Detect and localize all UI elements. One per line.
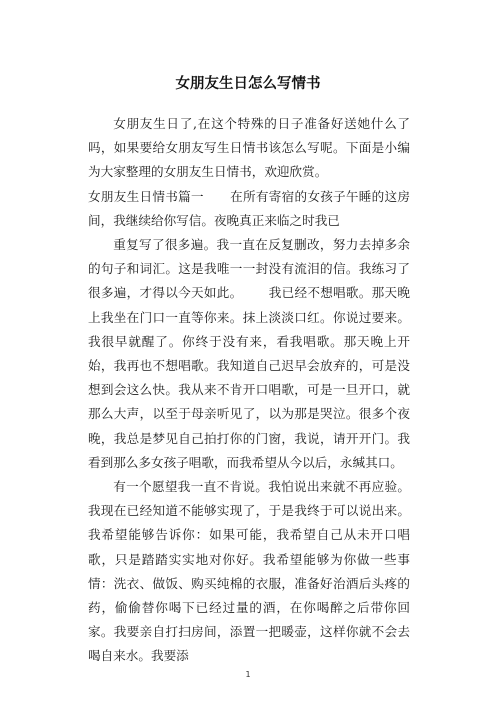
section-first-text: 在所有寄宿的女孩子午睡的这房间，我继续给你写信。夜晚真正来临之时我已 — [88, 188, 411, 228]
document-title: 女朋友生日怎么写情书 — [175, 76, 321, 92]
letter-text-part-b: 我已经不想唱歌。那天晚上我坐在门口一直等你来。抹上淡淡口红。你说过要来。我很早就醒了。你终于没有来，看我唱歌。那天晚上开始，我再也不想唱歌。我知道自己迟早会放弃的，可是没想到会这么快。我从来不肯开口唱歌，可是一旦开口，就那么大声，以至于母亲听见了，以为那是哭泣。很多个夜晚，我总是梦见自己拍打你的门窗，我说，请开开门。我看到那么多女孩子唱歌，而我希望从今以后，永缄其口。 — [88, 285, 411, 470]
letter-paragraph — [88, 233, 410, 475]
document-body — [88, 112, 410, 669]
letter-text-part-a: 重复写了很多遍。我一直在反复删改，努力去掉多余的句子和词汇。这是我唯一一封没有流泪的信。我练习了很多遍，才得以今天如此。 — [88, 237, 410, 301]
wish-paragraph: 有一个愿望我一直不肯说。我怕说出来就不再应验。我现在已经知道不能够实现了，于是我终于可以说出来。我希望能够告诉你：如果可能，我希望自己从未开口唱歌，只是踏踏实实地对你好。我希望能够为你做一些事情：洗衣、做饭、购买纯棉的衣服，准备好治酒后头疼的药，偷偷替你喝下已经过量的酒，在你喝醉之后带你回家。我要亲自打扫房间，添置一把暖壶，这样你就不会去喝自来水。我要添 — [88, 479, 410, 664]
intro-paragraph: 女朋友生日了,在这个特殊的日子准备好送她什么了吗，如果要给女朋友写生日情书该怎么写呢。下面是小编为大家整理的女朋友生日情书，欢迎欣赏。 — [88, 116, 410, 180]
page-number: 1 — [245, 670, 251, 679]
section-heading: 女朋友生日情书篇一 — [88, 188, 204, 204]
section-paragraph — [88, 185, 410, 233]
